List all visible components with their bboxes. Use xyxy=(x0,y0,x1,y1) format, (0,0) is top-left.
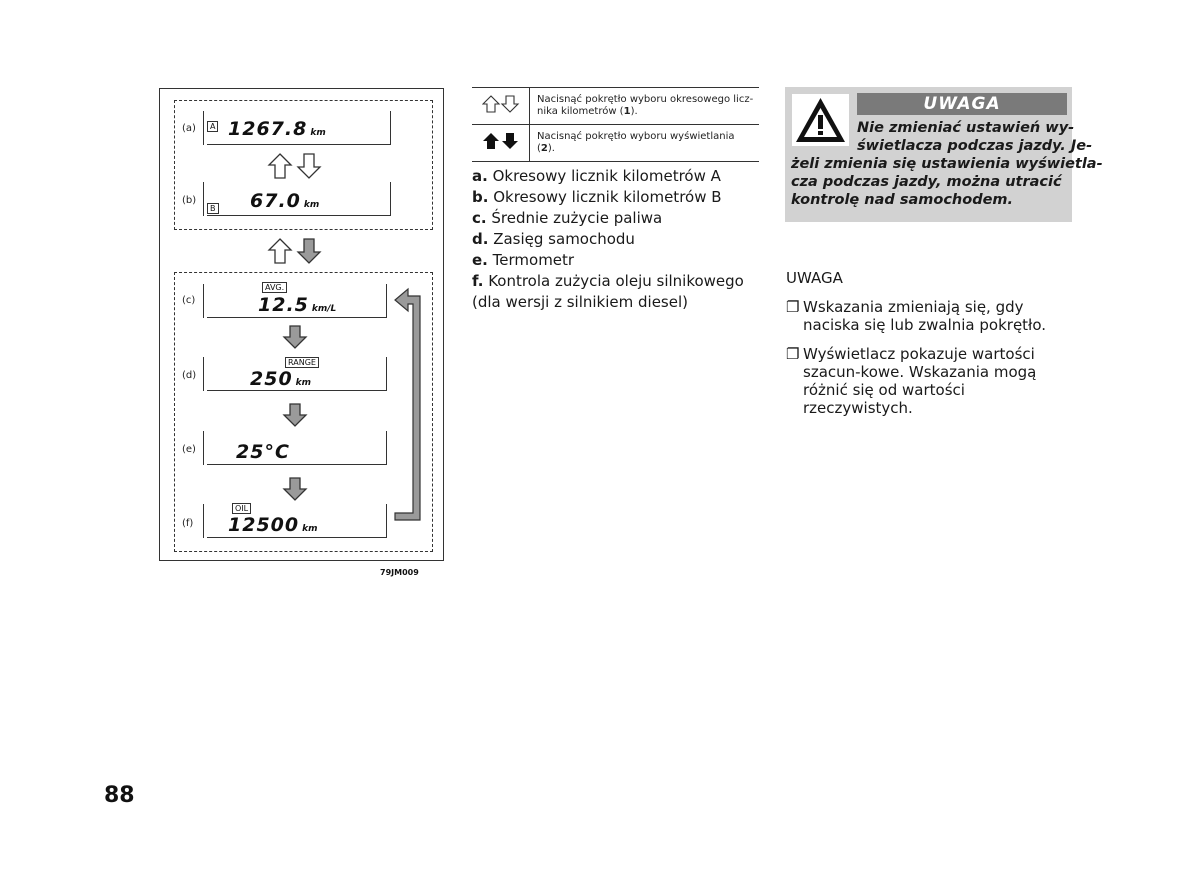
lcd-row-c xyxy=(203,284,387,318)
note-text: Wskazania zmieniają się, gdy naciska się lub zwalnia pokrętło. xyxy=(803,298,1046,334)
outline-up-down-arrows-icon xyxy=(482,95,520,113)
lcd-value-c: 12.5 km/L xyxy=(258,294,337,316)
up-down-arrows-icon xyxy=(267,152,327,180)
row-label-e: (e) xyxy=(182,444,196,455)
warning-title: UWAGA xyxy=(857,93,1067,115)
filled-up-down-arrows-icon xyxy=(482,132,520,150)
display-items-list xyxy=(472,166,764,313)
list-item: e. Termometr xyxy=(472,251,575,269)
lcd-row-e xyxy=(203,431,387,465)
note-heading: UWAGA xyxy=(786,269,843,287)
row-label-d: (d) xyxy=(182,370,197,381)
lcd-value-e: 25°C xyxy=(236,441,290,463)
warning-triangle-icon xyxy=(792,94,849,146)
lcd-value-b: 67.0 km xyxy=(250,190,320,212)
row-label-a: (a) xyxy=(182,123,196,134)
table-row xyxy=(472,88,759,125)
tag-c: AVG. xyxy=(262,282,287,293)
list-item xyxy=(786,345,1076,417)
tag-f: OIL xyxy=(232,503,251,514)
lcd-value-d: 250 km xyxy=(250,368,312,390)
tag-a: A xyxy=(207,121,218,132)
legend-icon-cell xyxy=(472,125,530,162)
legend-icon-cell xyxy=(472,88,530,125)
legend-text-2: Nacisnąć pokrętło wyboru wyświetlania (2). xyxy=(530,125,760,162)
list-item: f. Kontrola zużycia oleju silnikowego (dla wersji z silnikiem diesel) xyxy=(472,272,744,311)
warning-box xyxy=(785,87,1103,222)
lcd-row-b xyxy=(203,182,391,216)
up-outline-down-filled-arrows-icon xyxy=(267,237,327,265)
table-row xyxy=(472,125,759,162)
page-number: 88 xyxy=(104,783,135,808)
down-arrow-icon xyxy=(282,324,310,350)
down-arrow-icon xyxy=(282,476,310,502)
warning-line: cza podczas jazdy, można utracić xyxy=(791,174,1062,190)
down-arrow-icon xyxy=(282,402,310,428)
row-label-b: (b) xyxy=(182,195,197,206)
list-item: b. Okresowy licznik kilometrów B xyxy=(472,188,722,206)
row-label-f: (f) xyxy=(182,518,194,529)
lcd-value-f: 12500 km xyxy=(228,514,318,536)
checkbox-bullet-icon: ❐ xyxy=(786,345,800,363)
row-label-c: (c) xyxy=(182,295,196,306)
legend-text-1: Nacisnąć pokrętło wyboru okresowego licz-nika kilometrów (1). xyxy=(530,88,760,125)
lcd-row-a xyxy=(203,111,391,145)
figure-code: 79JM009 xyxy=(380,568,419,577)
list-item: c. Średnie zużycie paliwa xyxy=(472,209,663,227)
tag-b: B xyxy=(207,203,219,214)
checkbox-bullet-icon: ❐ xyxy=(786,298,800,316)
lcd-value-a: 1267.8 km xyxy=(228,118,326,140)
list-item: d. Zasięg samochodu xyxy=(472,230,635,248)
list-item xyxy=(786,298,1076,338)
lcd-row-d xyxy=(203,357,387,391)
display-diagram xyxy=(159,88,444,561)
lcd-row-f xyxy=(203,504,387,538)
warning-line: żeli zmienia się ustawienia wyświetla- xyxy=(791,156,1103,172)
list-item: a. Okresowy licznik kilometrów A xyxy=(472,167,721,185)
note-text: Wyświetlacz pokazuje wartości szacun-kowe. Wskazania mogą różnić się od wartości rzeczywistych. xyxy=(803,345,1037,417)
return-loop-arrow-icon xyxy=(392,287,428,529)
warning-line: Nie zmieniać ustawień wy- xyxy=(857,120,1075,136)
button-legend-table xyxy=(472,87,759,162)
warning-line: kontrolę nad samochodem. xyxy=(791,192,1014,208)
warning-line: świetlacza podczas jazdy. Je- xyxy=(857,138,1093,154)
warning-icon-frame xyxy=(792,94,849,146)
tag-d: RANGE xyxy=(285,357,319,368)
